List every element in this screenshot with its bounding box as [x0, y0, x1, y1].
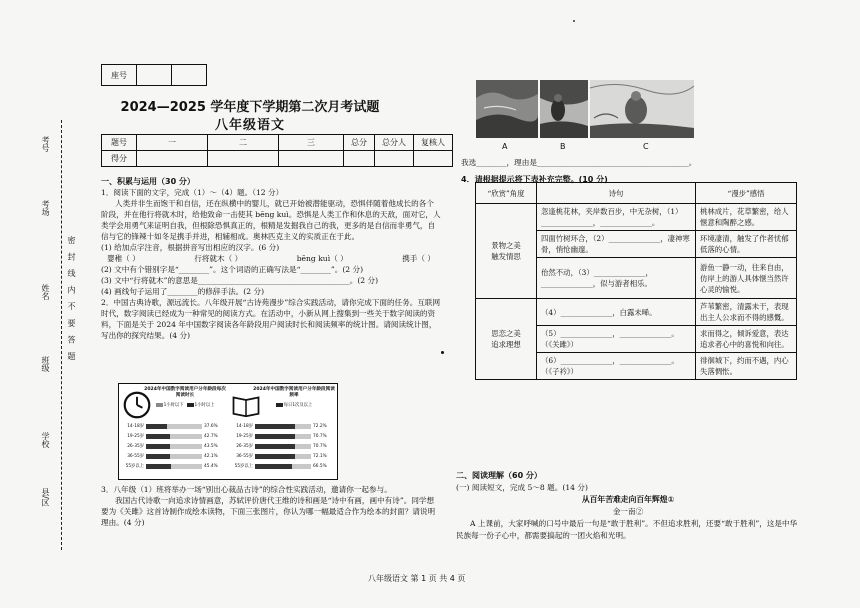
section-1-heading: 一、积累与运用（30 分）: [101, 177, 195, 186]
side-label-xianqu: 县/区: [41, 488, 50, 507]
image-strip: [476, 80, 694, 138]
score-cell[interactable]: [344, 151, 375, 167]
bar-category-label: 55岁以上: [125, 464, 144, 469]
choice-answer-line[interactable]: 我选________，理由是________________________________________。: [461, 158, 697, 167]
bar-track: [146, 434, 202, 439]
exam-subtitle: 八年级语文: [214, 118, 285, 133]
feeling-cell: 环境凄清，触发了作者忧郁低落的心情。: [696, 231, 797, 258]
score-header-2: 二: [208, 135, 279, 151]
bar-value-label: 37.6%: [204, 423, 218, 429]
question-3-detail: 我国古代诗歌一向追求诗情画意，苏轼评价唐代王维的诗和画是“诗中有画，画中有诗”。同学想要为《关雎》这首诗制作成绘本读物，下面三张图片，你认为哪一幅最适合作为绘本的封面？请说明理由。(4 分): [101, 496, 436, 527]
verse-cell[interactable]: （6）______________，______________。（《子衿》）: [537, 353, 696, 380]
chart-reading-duration: [122, 387, 226, 476]
bar-category-label: 26-35岁: [127, 444, 144, 449]
question-1-1: (1) 给加点字注音，根据拼音写出相应的汉字。(6 分): [101, 243, 280, 252]
side-label-banji: 班级: [41, 356, 50, 372]
score-cell[interactable]: [208, 151, 279, 167]
right-column-top: [461, 157, 801, 185]
bar: [255, 434, 295, 439]
image-a[interactable]: [476, 80, 538, 138]
score-cell[interactable]: [137, 151, 208, 167]
question-3: 3．八年级（1）班将举办一场“别出心裁品古诗”的综合性实践活动，邀请你一起参与。: [101, 485, 392, 494]
reading-stats-charts: [118, 383, 338, 480]
bar-track: [255, 434, 311, 439]
page-footer: 八年级语文 第 1 页 共 4 页: [368, 574, 466, 583]
bar-row: [233, 423, 333, 429]
score-header-0: 题号: [102, 135, 137, 151]
clock-icon: [122, 387, 152, 423]
book-icon: [231, 387, 261, 423]
bar-category-label: 55岁以上: [234, 464, 253, 469]
score-table: [101, 134, 453, 167]
bar-row: [124, 463, 224, 469]
legend-item: 1小时以上: [187, 402, 215, 408]
feeling-cell: 求而得之，倾诉爱意，表达追求者心中的喜悦和向往。: [696, 326, 797, 353]
bar-track: [255, 444, 311, 449]
poem-table-header: “欣赏”角度: [476, 183, 537, 204]
poem-table-header: 诗句: [537, 183, 696, 204]
bar-track: [146, 424, 202, 429]
question-4: 4．请根据提示将下表补充完整。(10 分): [461, 175, 608, 184]
bar: [146, 434, 170, 439]
exam-title: 2024—2025 学年度下学期第二次月考试题: [120, 100, 380, 115]
image-label-c: C: [643, 142, 649, 151]
question-1-4: (4) 画线句子运用了________的修辞手法。(2 分): [101, 287, 265, 296]
bar-track: [255, 454, 311, 459]
seat-label: 座号: [111, 70, 127, 80]
bar: [146, 464, 171, 469]
bar-category-label: 36-55岁: [127, 454, 144, 459]
bar: [255, 424, 295, 429]
bar-category-label: 19-25岁: [127, 434, 144, 439]
verse-cell[interactable]: （4）______________，白露未晞。: [537, 299, 696, 326]
bar-row: [124, 433, 224, 439]
bar: [146, 454, 170, 459]
bar-value-label: 45.4%: [204, 463, 218, 469]
chart-legend: [144, 402, 226, 408]
angle-cell: 景物之美 触发情思: [476, 204, 537, 299]
legend-item: 每日1次及以上: [276, 402, 313, 408]
bar-row: [124, 453, 224, 459]
score-cell[interactable]: [414, 151, 453, 167]
bar-track: [255, 424, 311, 429]
bar: [255, 454, 295, 459]
feeling-cell: 芦苇繁密，清露未干，表现出主人公求而不得的感慨。: [696, 299, 797, 326]
poem-table-header: “漫步”感悟: [696, 183, 797, 204]
verse-cell[interactable]: 佁然不动，（3）______________，______________，似与游者相乐。: [537, 258, 696, 299]
chart-title: 2024年中国数字阅读用户分年龄段每次阅读时长: [144, 387, 226, 398]
angle-cell: 思恋之美 追求理想: [476, 299, 537, 380]
question-5: (一) 阅读短文，完成 5～8 题。(14 分): [456, 483, 588, 492]
scan-dot: [441, 351, 444, 354]
side-label-kaochang: 考场: [41, 200, 50, 216]
feeling-cell: 桃林成片，花草繁密，给人惬意和陶醉之感。: [696, 204, 797, 231]
bar-category-label: 14-18岁: [127, 424, 144, 429]
bar-value-label: 72.2%: [313, 423, 327, 429]
bar-track: [146, 444, 202, 449]
side-label-xuexiao: 学校: [41, 432, 50, 448]
bar: [255, 444, 295, 449]
question-2: 2．中国古典诗歌，源远流长。八年级开展“古诗苑漫步”综合实践活动，请你完成下面的任务。互联网时代，数字阅读已经成为一种常见的阅读方式。在活动中，小新从网上搜集到一些关于数字阅读的资料，下面是关于 2024 年中国数字阅读各年龄段用户阅读时长和阅读频率的统计图。请阅读统计图，写出你的探究结果。(4 分): [101, 298, 441, 340]
side-label-xingming: 姓名: [41, 284, 50, 300]
question-1-3: (3) 文中“行将就木”的意思是________________________________________。(2 分): [101, 276, 379, 285]
chart-legend: [253, 402, 335, 408]
bar-row: [124, 443, 224, 449]
pinyin-items: [101, 253, 441, 264]
bar-value-label: 42.1%: [204, 453, 218, 459]
chart-title: 2024年中国数字阅读用户分年龄段阅读频率: [253, 387, 335, 398]
left-column: [101, 176, 441, 341]
pinyin-item[interactable]: 婴稚（ ）: [107, 254, 140, 263]
score-header-6: 复核人: [414, 135, 453, 151]
verse-cell[interactable]: （5）______________，______________。（《关雎》）: [537, 326, 696, 353]
essay-paragraph-1: A 上课前，大家呼喊的口号中最后一句是“敢于胜利”。不但追求胜利，还要“敢于胜利”，这是中华民族每一份子心中，都需要搞起的一团火焰和光明。: [456, 519, 798, 540]
cover-image-options: [476, 80, 694, 138]
score-header-1: 一: [137, 135, 208, 151]
bar: [146, 424, 167, 429]
bar: [255, 464, 292, 469]
left-column-bottom: [101, 484, 441, 528]
score-header-4: 总分: [344, 135, 375, 151]
pinyin-item[interactable]: 行将就木（ ）: [194, 254, 243, 263]
seat-number-box: [101, 64, 207, 86]
bar-row: [233, 463, 333, 469]
question-1: 1．阅读下面的文字，完成（1）～（4）题。（12 分）: [101, 188, 284, 197]
verse-cell[interactable]: 四面竹树环合，（2）______________，凄神寒骨，悄怆幽邃。: [537, 231, 696, 258]
image-label-a: A: [502, 142, 508, 151]
feeling-cell: 徘徊城下，约而不遇，内心失落惆怅。: [696, 353, 797, 380]
bar-track: [146, 454, 202, 459]
seal-line-note: 密 封 线 内 不 要 答 题: [67, 236, 76, 363]
score-header-5: 总分人: [375, 135, 414, 151]
image-b[interactable]: [540, 80, 588, 138]
bar-value-label: 70.7%: [313, 443, 327, 449]
bar-row: [233, 433, 333, 439]
poem-table: [475, 182, 797, 380]
question-1-2: (2) 文中有个错别字是“________”。这个词语的正确写法是“________”。(2 分): [101, 265, 364, 274]
bar-category-label: 26-35岁: [236, 444, 253, 449]
bar-value-label: 43.5%: [204, 443, 218, 449]
image-c[interactable]: [590, 80, 694, 138]
essay-title: 从百年苦难走向百年辉煌①: [581, 495, 675, 504]
seat-cell-1[interactable]: [136, 65, 171, 85]
pinyin-item[interactable]: bēng kuì（ ）: [296, 254, 348, 263]
bar: [146, 444, 170, 449]
bar-category-label: 14-18岁: [236, 424, 253, 429]
bar-value-label: 42.7%: [204, 433, 218, 439]
bar-value-label: 66.5%: [313, 463, 327, 469]
bar-row: [233, 453, 333, 459]
score-cell[interactable]: [375, 151, 414, 167]
bar-track: [255, 464, 311, 469]
essay-author: 金一南②: [612, 507, 644, 516]
chart-reading-frequency: [231, 387, 335, 476]
bar-row: [233, 443, 333, 449]
score-header-3: 三: [279, 135, 344, 151]
verse-cell[interactable]: 忽逢桃花林，夹岸数百步，中无杂树，（1）______________，______________。: [537, 204, 696, 231]
bar-value-label: 72.1%: [313, 453, 327, 459]
bar-track: [146, 464, 202, 469]
bar-category-label: 36-55岁: [236, 454, 253, 459]
bar-value-label: 70.7%: [313, 433, 327, 439]
side-label-kaohao: 考号: [41, 136, 50, 152]
pinyin-item[interactable]: 携手（ ）: [402, 254, 435, 263]
bar-category-label: 19-25岁: [236, 434, 253, 439]
passage-1: 人类并非生而饱干和自信，还在纵横中的婴儿，就已开始被潜能驱动，恐惧伴随着他成长的各个阶段，并在他行将就木时，给他致命一击使其 bēng kuì。恐惧是人类工作和休息的天敌，面对它，人类学会用勇气来证明自我，但根除恐惧真正的，根精是发掘我自己的我，更多的是自信而非勇气，自信与它的锋辣十如冬足携手并进，相辅相成。奥林匹克主义的实质正在于此。: [101, 199, 441, 241]
score-row-label: 得分: [102, 151, 137, 167]
seat-cell-2[interactable]: [171, 65, 206, 85]
section-2-heading: 二、阅读理解（60 分）: [456, 471, 542, 480]
reading-section: [456, 470, 800, 542]
scan-dot: [573, 20, 575, 22]
image-label-b: B: [560, 142, 566, 151]
feeling-cell: 游鱼一静一动，往来自由，仿岸上的游人具体惬当然许心灵的愉悦。: [696, 258, 797, 299]
score-cell[interactable]: [279, 151, 344, 167]
bar-row: [124, 423, 224, 429]
legend-item: 1小时以下: [156, 402, 184, 408]
seal-line: [61, 120, 62, 550]
